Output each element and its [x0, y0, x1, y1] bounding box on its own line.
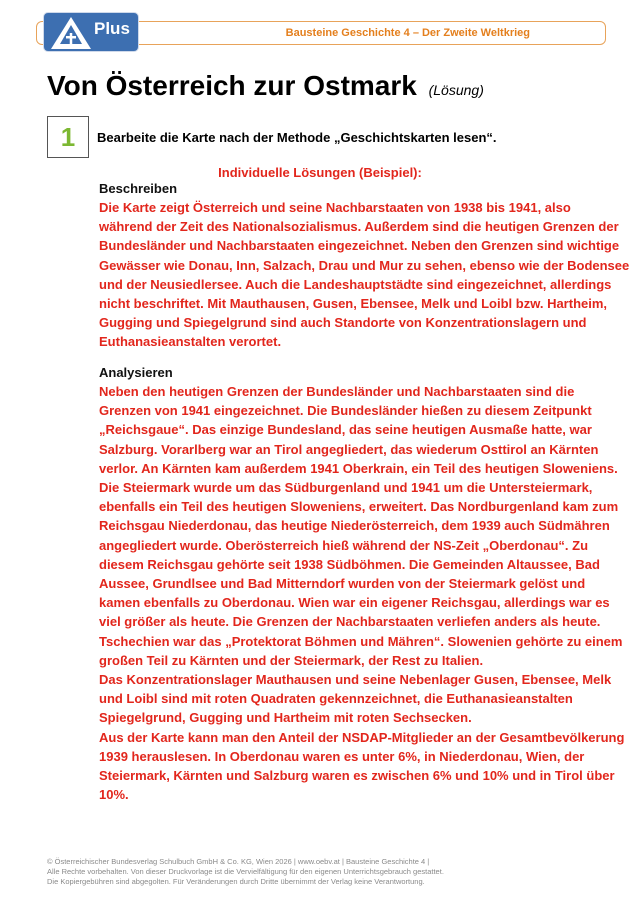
body-line: Gewässer wie Donau, Inn, Salzach, Drau und Mur zu sehen, ebenso wie der Bodensee: [99, 257, 630, 273]
publisher-logo: [43, 12, 139, 52]
body-line: angegliedert wurde. Oberösterreich hieß während der NS-Zeit „Oberdonau“. Zu: [99, 537, 589, 553]
page-title: [47, 70, 484, 102]
body-line: Das Konzentrationslager Mauthausen und seine Nebenlager Gusen, Ebensee, Melk: [99, 672, 612, 688]
body-line: „Reichsgaue“. Das einzige Bundesland, das seine heutigen Ausmaße hatte, war: [99, 422, 592, 438]
task-number-box: [47, 116, 89, 158]
body-line: und Loibl sind mit roten Quadraten gekennzeichnet, die Euthanasieanstalten: [99, 691, 573, 707]
body-line: 10%.: [99, 787, 129, 803]
body-line: diesem Reichsgau gehörte seit 1938 Südböhmen. Die Gemeinden Altaussee, Bad: [99, 556, 600, 572]
body-line: Salzburg. Vorarlberg war an Tirol angegliedert, das wiederum Osttirol an Kärnten: [99, 441, 599, 457]
footer-line: © Österreichischer Bundesverlag Schulbuch GmbH & Co. KG, Wien 2026 | www.oebv.at | Bausteine Geschichte 4 |: [47, 857, 430, 866]
body-line: Euthanasieanstalten verortet.: [99, 334, 282, 350]
task-number: 1: [60, 121, 76, 152]
body-line: 1939 herauslesen. In Oberdonau waren es unter 6%, in Niederdonau, Wien, der: [99, 748, 585, 764]
body-line: Gugging und Spiegelgrund sind auch Standorte von Konzentrationslagern und: [99, 315, 587, 331]
body-line: kamen ebenfalls zu Oberdonau. Wien war ein eigener Reichsgau, allerdings war es: [99, 595, 610, 611]
body-line: Neben den heutigen Grenzen der Bundesländer und Nachbarstaaten sind die: [99, 384, 575, 399]
body-line: Reichsgau Niederdonau, das heutige Niederösterreich, dem 1939 auch Südmähren: [99, 518, 610, 534]
section-body-analysieren: [99, 382, 625, 804]
page-title-main: Von Österreich zur Ostmark: [47, 70, 417, 101]
section-label-analysieren: Analysieren: [99, 365, 173, 380]
body-line: Steiermark, Kärnten und Salzburg waren es zwischen 6% und 10% und in Tirol über: [99, 768, 615, 784]
body-line: während der Zeit des Nationalsozialismus. Außerdem sind die heutigen Grenzen der: [99, 219, 619, 235]
body-line: viel größer als heute. Die Grenzen der Nachbarstaaten verliefen anders als heute.: [99, 614, 601, 630]
footer-line: Die Kopiergebühren sind abgegolten. Für Veränderungen durch Dritte übernimmt der Verlag keine Verantwortung.: [47, 877, 425, 886]
body-line: Aus der Karte kann man den Anteil der NSDAP-Mitglieder an der Gesamtbevölkerung: [99, 729, 625, 745]
task-instruction: Bearbeite die Karte nach der Methode „Geschichtskarten lesen“.: [97, 130, 497, 145]
solution-heading: Individuelle Lösungen (Beispiel):: [218, 165, 422, 180]
body-line: verlor. An Kärnten kam außerdem 1941 Oberkrain, ein Teil des heutigen Sloweniens.: [99, 460, 618, 476]
footer-line: Alle Rechte vorbehalten. Von dieser Druckvorlage ist die Vervielfältigung für den eigenen Unterrichtsgebrauch gestattet.: [47, 867, 444, 876]
body-line: Die Steiermark wurde um das Südburgenland und 1941 um die Untersteiermark,: [99, 480, 593, 496]
body-line: ebenfalls ein Teil des heutigen Sloweniens, erweitert. Das Nordburgenland kam zum: [99, 499, 619, 515]
footer: [47, 857, 444, 887]
body-line: Die Karte zeigt Österreich und seine Nachbarstaaten von 1938 bis 1941, also: [99, 200, 571, 215]
triangle-logo-icon: [50, 16, 92, 50]
body-line: Bundesländer und Nachbarstaaten eingezeichnet. Neben den Grenzen sind wichtige: [99, 238, 620, 254]
body-line: Grenzen von 1941 eingezeichnet. Die Bundesländer hießen zu diesem Zeitpunkt: [99, 403, 592, 419]
section-body-beschreiben: [99, 198, 630, 352]
logo-text: Plus: [94, 19, 130, 38]
body-line: Tschechien war das „Protektorat Böhmen und Mähren“. Slowenien gehörte zu einem: [99, 633, 623, 649]
body-line: nicht beschriftet. Mit Mauthausen, Gusen, Ebensee, Melk und Loibl bzw. Hartheim,: [99, 296, 608, 312]
body-line: und der Neusiedlersee. Auch die Landeshauptstädte sind eingezeichnet, allerdings: [99, 276, 612, 292]
body-line: Spiegelgrund, Gugging und Hartheim mit roten Sechsecken.: [99, 710, 472, 726]
section-label-beschreiben: Beschreiben: [99, 181, 178, 196]
body-line: großen Teil zu Kärnten und der Steiermark, der Rest zu Italien.: [99, 652, 484, 668]
page-title-sub: (Lösung): [428, 82, 484, 98]
series-title: Bausteine Geschichte 4 – Der Zweite Weltkrieg: [285, 27, 530, 39]
body-line: Aussee, Grundlsee und Bad Mitterndorf wurden von der Steiermark gelöst und: [99, 576, 586, 592]
